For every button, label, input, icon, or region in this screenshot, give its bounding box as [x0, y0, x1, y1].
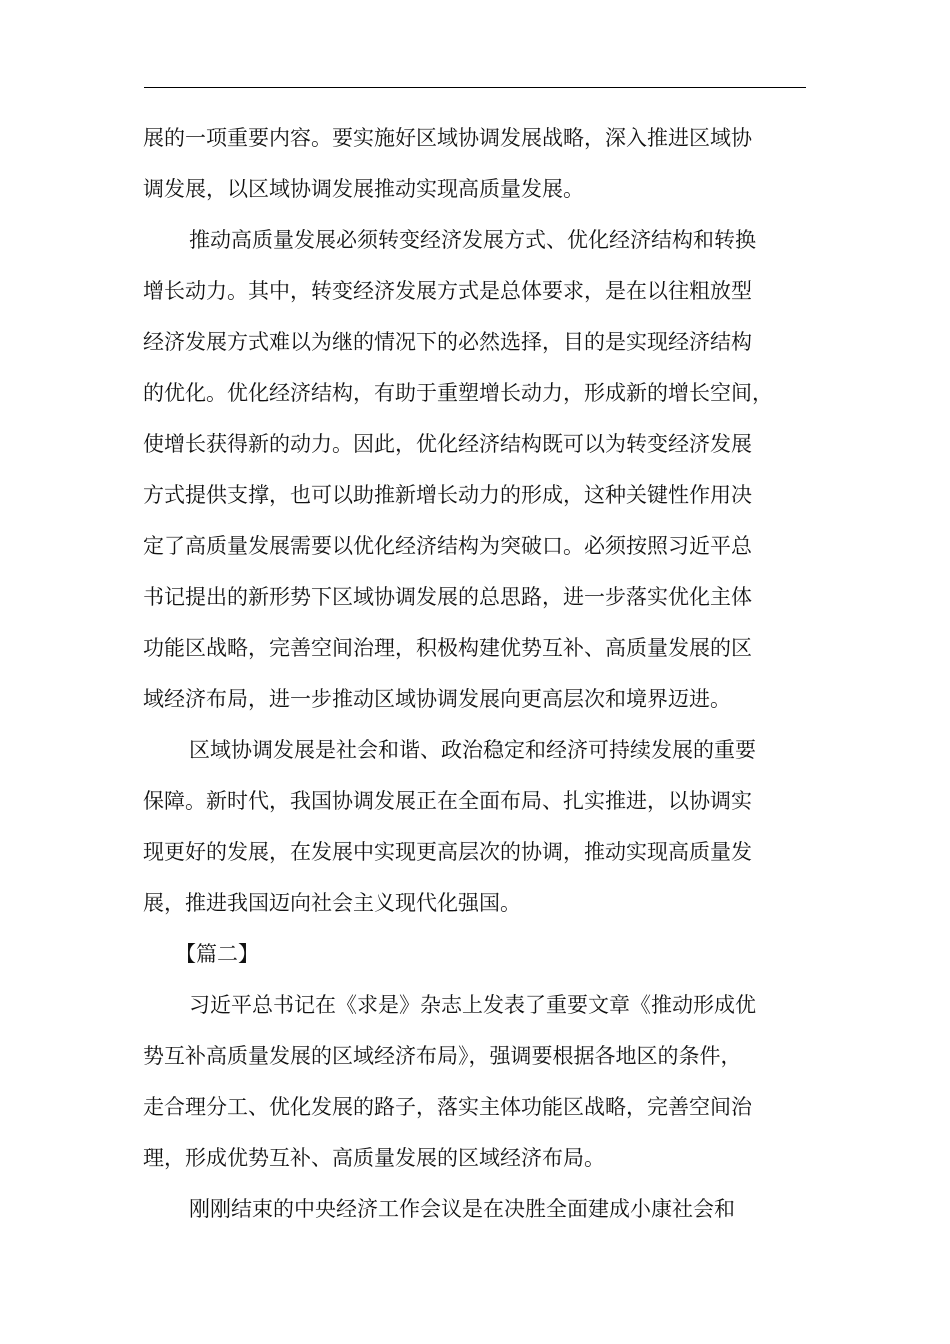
text-line: 经济发展方式难以为继的情况下的必然选择，目的是实现经济结构	[143, 330, 752, 354]
text-line: 使增长获得新的动力。因此，优化经济结构既可以为转变经济发展	[143, 432, 752, 456]
header-rule	[144, 87, 806, 88]
text-line: 定了高质量发展需要以优化经济结构为突破口。必须按照习近平总	[143, 534, 752, 558]
text-line: 的优化。优化经济结构，有助于重塑增长动力，形成新的增长空间，	[143, 381, 773, 405]
paragraph-first-line: 刚刚结束的中央经济工作会议是在决胜全面建成小康社会和	[189, 1197, 735, 1221]
text-line: 调发展，以区域协调发展推动实现高质量发展。	[143, 177, 584, 201]
text-line: 展，推进我国迈向社会主义现代化强国。	[143, 891, 521, 915]
text-line: 走合理分工、优化发展的路子，落实主体功能区战略，完善空间治	[143, 1095, 752, 1119]
text-line: 理，形成优势互补、高质量发展的区域经济布局。	[143, 1146, 605, 1170]
text-line: 展的一项重要内容。要实施好区域协调发展战略，深入推进区域协	[143, 126, 752, 150]
text-line: 势互补高质量发展的区域经济布局》，强调要根据各地区的条件，	[143, 1044, 742, 1068]
text-line: 书记提出的新形势下区域协调发展的总思路，进一步落实优化主体	[143, 585, 752, 609]
section-heading: 【篇二】	[175, 942, 259, 966]
document-body	[143, 113, 823, 1235]
paragraph-first-line: 区域协调发展是社会和谐、政治稳定和经济可持续发展的重要	[189, 738, 756, 762]
text-line: 保障。新时代，我国协调发展正在全面布局、扎实推进，以协调实	[143, 789, 752, 813]
text-line: 方式提供支撑，也可以助推新增长动力的形成，这种关键性作用决	[143, 483, 752, 507]
text-line: 功能区战略，完善空间治理，积极构建优势互补、高质量发展的区	[143, 636, 752, 660]
text-line: 现更好的发展，在发展中实现更高层次的协调，推动实现高质量发	[143, 840, 752, 864]
paragraph-first-line: 推动高质量发展必须转变经济发展方式、优化经济结构和转换	[189, 228, 756, 252]
paragraph-first-line: 习近平总书记在《求是》杂志上发表了重要文章《推动形成优	[189, 993, 756, 1017]
text-line: 增长动力。其中，转变经济发展方式是总体要求，是在以往粗放型	[143, 279, 752, 303]
text-line: 域经济布局，进一步推动区域协调发展向更高层次和境界迈进。	[143, 687, 731, 711]
